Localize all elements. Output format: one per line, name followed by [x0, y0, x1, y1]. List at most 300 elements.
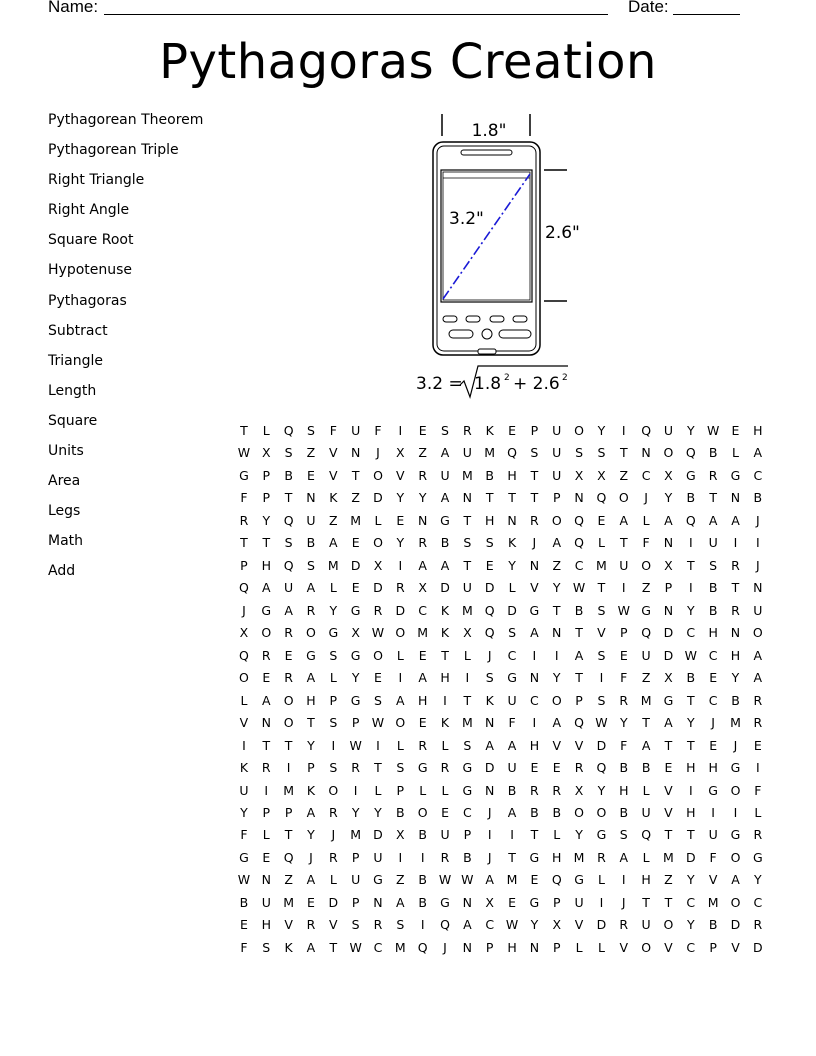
grid-letter[interactable]: I: [353, 782, 358, 798]
grid-letter[interactable]: L: [374, 512, 382, 528]
grid-letter[interactable]: G: [752, 849, 764, 865]
grid-letter[interactable]: O: [641, 939, 652, 955]
grid-letter[interactable]: T: [262, 535, 271, 551]
grid-letter[interactable]: D: [440, 580, 451, 596]
grid-letter[interactable]: E: [307, 894, 316, 910]
grid-letter[interactable]: I: [286, 760, 291, 776]
grid-letter[interactable]: L: [508, 580, 517, 596]
grid-letter[interactable]: E: [709, 737, 718, 753]
grid-letter[interactable]: A: [396, 894, 406, 910]
grid-letter[interactable]: R: [373, 917, 383, 933]
grid-letter[interactable]: I: [688, 580, 694, 596]
grid-letter[interactable]: O: [306, 625, 317, 641]
grid-letter[interactable]: N: [462, 939, 473, 955]
grid-letter[interactable]: L: [329, 670, 338, 686]
grid-letter[interactable]: I: [733, 535, 738, 551]
grid-letter[interactable]: D: [685, 849, 697, 865]
grid-letter[interactable]: V: [574, 737, 584, 753]
grid-letter[interactable]: B: [753, 490, 763, 506]
grid-letter[interactable]: Y: [686, 423, 696, 438]
grid-letter[interactable]: W: [349, 737, 363, 753]
grid-letter[interactable]: H: [306, 692, 317, 708]
grid-letter[interactable]: H: [507, 939, 518, 955]
grid-letter[interactable]: P: [351, 849, 360, 865]
grid-letter[interactable]: K: [239, 760, 249, 776]
grid-letter[interactable]: T: [530, 467, 539, 483]
grid-letter[interactable]: U: [507, 692, 518, 708]
grid-letter[interactable]: Y: [686, 602, 696, 618]
grid-letter[interactable]: H: [529, 737, 540, 753]
grid-letter[interactable]: T: [284, 827, 293, 843]
grid-letter[interactable]: Y: [396, 535, 405, 551]
grid-letter[interactable]: A: [619, 512, 629, 528]
grid-letter[interactable]: J: [487, 647, 493, 663]
grid-letter[interactable]: U: [552, 445, 562, 461]
grid-letter[interactable]: D: [484, 760, 496, 776]
grid-letter[interactable]: T: [463, 557, 472, 573]
grid-letter[interactable]: X: [463, 625, 473, 641]
grid-letter[interactable]: P: [552, 939, 561, 955]
grid-letter[interactable]: A: [306, 804, 316, 820]
grid-letter[interactable]: B: [418, 872, 428, 888]
grid-letter[interactable]: V: [708, 872, 718, 888]
grid-letter[interactable]: B: [485, 467, 495, 483]
grid-letter[interactable]: P: [284, 804, 293, 820]
grid-letter[interactable]: L: [396, 647, 405, 663]
grid-letter[interactable]: A: [708, 512, 718, 528]
grid-letter[interactable]: U: [619, 557, 629, 573]
grid-letter[interactable]: D: [395, 602, 406, 618]
grid-letter[interactable]: T: [530, 827, 539, 843]
grid-letter[interactable]: V: [396, 467, 406, 483]
grid-letter[interactable]: A: [440, 490, 450, 506]
grid-letter[interactable]: W: [438, 872, 452, 888]
grid-letter[interactable]: M: [573, 849, 585, 865]
grid-letter[interactable]: X: [351, 625, 361, 641]
grid-letter[interactable]: E: [597, 512, 606, 528]
grid-letter[interactable]: N: [529, 557, 540, 573]
grid-letter[interactable]: Q: [417, 939, 429, 955]
grid-letter[interactable]: I: [599, 894, 604, 910]
grid-letter[interactable]: J: [733, 737, 738, 753]
grid-letter[interactable]: I: [621, 580, 627, 596]
grid-letter[interactable]: A: [306, 580, 316, 596]
grid-letter[interactable]: B: [619, 804, 629, 820]
grid-letter[interactable]: T: [552, 602, 562, 618]
grid-letter[interactable]: C: [708, 647, 718, 663]
grid-letter[interactable]: R: [708, 467, 718, 483]
grid-letter[interactable]: W: [237, 872, 251, 888]
grid-letter[interactable]: O: [328, 782, 339, 798]
grid-letter[interactable]: A: [284, 602, 294, 618]
grid-letter[interactable]: S: [396, 917, 405, 933]
grid-letter[interactable]: R: [753, 715, 763, 731]
grid-letter[interactable]: M: [663, 849, 675, 865]
grid-letter[interactable]: P: [485, 939, 494, 955]
grid-letter[interactable]: E: [530, 760, 539, 776]
grid-letter[interactable]: T: [686, 737, 696, 753]
grid-letter[interactable]: O: [395, 625, 406, 641]
grid-letter[interactable]: V: [530, 580, 540, 596]
grid-letter[interactable]: T: [731, 580, 740, 596]
grid-letter[interactable]: S: [396, 760, 405, 776]
grid-letter[interactable]: T: [709, 490, 718, 506]
grid-letter[interactable]: W: [505, 917, 519, 933]
grid-letter[interactable]: Q: [574, 715, 585, 731]
grid-letter[interactable]: D: [596, 917, 607, 933]
grid-letter[interactable]: B: [708, 580, 718, 596]
grid-letter[interactable]: T: [329, 939, 338, 955]
grid-letter[interactable]: O: [373, 467, 384, 483]
grid-letter[interactable]: L: [441, 782, 449, 798]
grid-letter[interactable]: N: [373, 894, 384, 910]
grid-letter[interactable]: Y: [686, 872, 696, 888]
grid-letter[interactable]: Y: [351, 670, 360, 686]
grid-letter[interactable]: G: [730, 760, 741, 776]
grid-letter[interactable]: F: [620, 737, 628, 753]
grid-letter[interactable]: A: [485, 872, 495, 888]
grid-letter[interactable]: B: [641, 760, 651, 776]
grid-letter[interactable]: M: [707, 894, 720, 910]
grid-letter[interactable]: G: [730, 827, 741, 843]
grid-letter[interactable]: S: [619, 827, 629, 843]
grid-letter[interactable]: Q: [574, 535, 585, 551]
grid-letter[interactable]: S: [329, 715, 338, 731]
grid-letter[interactable]: S: [262, 939, 271, 955]
grid-letter[interactable]: B: [418, 894, 428, 910]
grid-letter[interactable]: U: [708, 827, 719, 843]
grid-letter[interactable]: R: [530, 512, 540, 528]
grid-letter[interactable]: S: [709, 557, 718, 573]
grid-letter[interactable]: P: [709, 939, 718, 955]
grid-letter[interactable]: C: [485, 917, 495, 933]
grid-letter[interactable]: N: [485, 715, 495, 731]
grid-letter[interactable]: T: [351, 467, 360, 483]
grid-letter[interactable]: V: [239, 715, 249, 731]
grid-letter[interactable]: X: [597, 467, 607, 483]
grid-letter[interactable]: R: [574, 760, 584, 776]
grid-letter[interactable]: T: [374, 760, 383, 776]
grid-letter[interactable]: G: [373, 872, 384, 888]
grid-letter[interactable]: Y: [329, 602, 338, 618]
grid-letter[interactable]: R: [261, 647, 272, 663]
grid-letter[interactable]: C: [753, 894, 763, 910]
grid-letter[interactable]: N: [663, 535, 674, 551]
grid-letter[interactable]: R: [418, 467, 428, 483]
grid-letter[interactable]: Q: [641, 423, 652, 438]
grid-letter[interactable]: O: [373, 535, 384, 551]
grid-letter[interactable]: R: [440, 760, 450, 776]
grid-letter[interactable]: K: [284, 939, 294, 955]
grid-letter[interactable]: G: [507, 670, 518, 686]
grid-letter[interactable]: N: [485, 782, 495, 798]
grid-letter[interactable]: E: [239, 917, 249, 933]
date-blank-line[interactable]: [673, 14, 740, 15]
grid-letter[interactable]: Q: [283, 512, 295, 528]
grid-letter[interactable]: B: [463, 849, 473, 865]
grid-letter[interactable]: I: [376, 737, 381, 753]
grid-letter[interactable]: E: [262, 849, 271, 865]
grid-letter[interactable]: H: [485, 512, 495, 528]
grid-letter[interactable]: M: [506, 872, 518, 888]
grid-letter[interactable]: N: [350, 445, 361, 461]
grid-letter[interactable]: M: [417, 625, 429, 641]
grid-letter[interactable]: M: [596, 557, 608, 573]
grid-letter[interactable]: I: [621, 423, 627, 438]
grid-letter[interactable]: S: [441, 423, 450, 438]
grid-letter[interactable]: V: [329, 445, 339, 461]
grid-letter[interactable]: T: [642, 715, 651, 731]
grid-letter[interactable]: P: [664, 580, 673, 596]
grid-letter[interactable]: A: [731, 512, 741, 528]
grid-letter[interactable]: J: [755, 512, 761, 528]
grid-letter[interactable]: G: [306, 647, 317, 663]
grid-letter[interactable]: S: [306, 423, 316, 438]
grid-letter[interactable]: O: [752, 625, 764, 641]
grid-letter[interactable]: W: [617, 602, 631, 618]
grid-letter[interactable]: S: [284, 535, 294, 551]
grid-letter[interactable]: T: [619, 445, 629, 461]
grid-letter[interactable]: F: [374, 423, 383, 438]
grid-letter[interactable]: P: [262, 804, 271, 820]
grid-letter[interactable]: S: [463, 737, 472, 753]
grid-letter[interactable]: L: [262, 827, 271, 843]
grid-letter[interactable]: N: [529, 939, 540, 955]
grid-letter[interactable]: A: [753, 647, 763, 663]
grid-letter[interactable]: R: [239, 512, 249, 528]
grid-letter[interactable]: T: [686, 692, 696, 708]
grid-letter[interactable]: M: [484, 445, 496, 461]
grid-letter[interactable]: B: [686, 490, 696, 506]
grid-letter[interactable]: U: [552, 423, 562, 438]
grid-letter[interactable]: S: [485, 670, 495, 686]
grid-letter[interactable]: N: [306, 490, 317, 506]
grid-letter[interactable]: X: [396, 445, 406, 461]
grid-letter[interactable]: K: [440, 625, 450, 641]
grid-letter[interactable]: C: [462, 804, 473, 820]
grid-letter[interactable]: E: [307, 467, 316, 483]
grid-letter[interactable]: Z: [418, 445, 428, 461]
grid-letter[interactable]: Y: [731, 670, 740, 686]
grid-letter[interactable]: F: [240, 490, 249, 506]
grid-letter[interactable]: I: [599, 670, 604, 686]
grid-letter[interactable]: E: [396, 512, 405, 528]
grid-letter[interactable]: A: [306, 872, 316, 888]
grid-letter[interactable]: J: [242, 602, 247, 618]
grid-letter[interactable]: N: [641, 445, 652, 461]
grid-letter[interactable]: R: [753, 827, 763, 843]
grid-letter[interactable]: M: [394, 939, 407, 955]
grid-letter[interactable]: T: [441, 647, 450, 663]
grid-letter[interactable]: O: [730, 894, 741, 910]
grid-letter[interactable]: J: [487, 849, 493, 865]
grid-letter[interactable]: O: [551, 692, 563, 708]
grid-letter[interactable]: H: [261, 917, 272, 933]
grid-letter[interactable]: U: [306, 512, 317, 528]
grid-letter[interactable]: H: [440, 670, 451, 686]
grid-letter[interactable]: K: [306, 782, 316, 798]
grid-letter[interactable]: X: [373, 557, 383, 573]
grid-letter[interactable]: I: [755, 535, 761, 551]
grid-letter[interactable]: V: [552, 737, 562, 753]
grid-letter[interactable]: J: [487, 804, 493, 820]
grid-letter[interactable]: R: [328, 849, 339, 865]
grid-letter[interactable]: A: [418, 557, 428, 573]
grid-letter[interactable]: F: [240, 827, 249, 843]
grid-letter[interactable]: O: [551, 512, 563, 528]
grid-letter[interactable]: X: [261, 445, 272, 461]
grid-letter[interactable]: E: [418, 715, 428, 731]
grid-letter[interactable]: L: [329, 580, 338, 596]
grid-letter[interactable]: I: [398, 849, 403, 865]
grid-letter[interactable]: L: [732, 445, 740, 461]
grid-letter[interactable]: Y: [307, 827, 316, 843]
grid-letter[interactable]: W: [371, 715, 385, 731]
grid-letter[interactable]: R: [440, 849, 450, 865]
grid-letter[interactable]: M: [640, 692, 652, 708]
name-blank-line[interactable]: [104, 14, 608, 15]
grid-letter[interactable]: R: [463, 423, 473, 438]
grid-letter[interactable]: C: [686, 894, 696, 910]
grid-letter[interactable]: O: [663, 917, 674, 933]
grid-letter[interactable]: Z: [329, 512, 339, 528]
grid-letter[interactable]: P: [307, 760, 316, 776]
grid-letter[interactable]: L: [642, 512, 651, 528]
grid-letter[interactable]: H: [753, 423, 764, 438]
grid-letter[interactable]: R: [418, 535, 428, 551]
grid-letter[interactable]: D: [350, 557, 361, 573]
grid-letter[interactable]: R: [597, 849, 607, 865]
grid-letter[interactable]: B: [530, 804, 540, 820]
grid-letter[interactable]: L: [597, 535, 606, 551]
grid-letter[interactable]: H: [730, 647, 741, 663]
grid-letter[interactable]: Q: [484, 602, 496, 618]
grid-letter[interactable]: J: [621, 894, 627, 910]
grid-letter[interactable]: S: [463, 535, 472, 551]
grid-letter[interactable]: A: [396, 692, 406, 708]
grid-letter[interactable]: P: [463, 827, 472, 843]
grid-letter[interactable]: G: [596, 827, 607, 843]
grid-letter[interactable]: N: [529, 670, 540, 686]
grid-letter[interactable]: Z: [351, 490, 361, 506]
grid-letter[interactable]: A: [574, 647, 584, 663]
grid-letter[interactable]: O: [283, 692, 295, 708]
grid-letter[interactable]: T: [508, 849, 517, 865]
grid-letter[interactable]: I: [242, 737, 247, 753]
grid-letter[interactable]: F: [508, 715, 517, 731]
grid-letter[interactable]: Y: [530, 917, 539, 933]
grid-letter[interactable]: O: [618, 490, 630, 506]
grid-letter[interactable]: H: [552, 849, 562, 865]
grid-letter[interactable]: U: [641, 647, 652, 663]
grid-letter[interactable]: V: [329, 467, 339, 483]
grid-letter[interactable]: Y: [240, 804, 249, 820]
grid-letter[interactable]: O: [395, 715, 406, 731]
grid-letter[interactable]: P: [530, 423, 539, 438]
grid-letter[interactable]: W: [371, 625, 385, 641]
grid-letter[interactable]: L: [329, 872, 338, 888]
grid-letter[interactable]: T: [508, 490, 517, 506]
grid-letter[interactable]: N: [417, 512, 428, 528]
grid-letter[interactable]: R: [619, 917, 629, 933]
grid-letter[interactable]: R: [418, 737, 428, 753]
grid-letter[interactable]: Y: [374, 804, 383, 820]
grid-letter[interactable]: I: [264, 782, 269, 798]
grid-letter[interactable]: J: [376, 445, 381, 461]
grid-letter[interactable]: B: [418, 827, 428, 843]
grid-letter[interactable]: G: [350, 692, 361, 708]
grid-letter[interactable]: C: [418, 602, 428, 618]
grid-letter[interactable]: T: [597, 580, 606, 596]
grid-letter[interactable]: B: [574, 602, 584, 618]
grid-letter[interactable]: Y: [597, 423, 606, 438]
grid-letter[interactable]: Y: [575, 827, 584, 843]
grid-letter[interactable]: P: [262, 467, 271, 483]
grid-letter[interactable]: A: [261, 580, 272, 596]
grid-letter[interactable]: M: [461, 602, 474, 618]
grid-letter[interactable]: Y: [351, 804, 360, 820]
grid-letter[interactable]: M: [327, 557, 340, 573]
grid-letter[interactable]: Q: [440, 917, 451, 933]
grid-letter[interactable]: I: [755, 760, 761, 776]
grid-letter[interactable]: E: [552, 760, 562, 776]
grid-letter[interactable]: A: [619, 849, 629, 865]
grid-letter[interactable]: L: [396, 737, 405, 753]
grid-letter[interactable]: E: [418, 647, 428, 663]
grid-letter[interactable]: H: [686, 804, 696, 820]
grid-letter[interactable]: Q: [596, 490, 607, 506]
grid-letter[interactable]: R: [306, 602, 316, 618]
grid-letter[interactable]: C: [708, 692, 718, 708]
grid-letter[interactable]: T: [307, 715, 316, 731]
grid-letter[interactable]: D: [663, 647, 674, 663]
grid-letter[interactable]: G: [708, 782, 719, 798]
grid-letter[interactable]: A: [418, 670, 428, 686]
grid-letter[interactable]: R: [753, 917, 763, 933]
grid-letter[interactable]: L: [597, 939, 606, 955]
grid-letter[interactable]: F: [709, 849, 718, 865]
grid-letter[interactable]: I: [420, 917, 426, 933]
grid-letter[interactable]: A: [552, 715, 562, 731]
grid-letter[interactable]: G: [574, 872, 585, 888]
grid-letter[interactable]: T: [642, 894, 651, 910]
grid-letter[interactable]: O: [730, 849, 741, 865]
grid-letter[interactable]: G: [529, 602, 540, 618]
grid-letter[interactable]: A: [306, 939, 316, 955]
grid-letter[interactable]: T: [575, 625, 584, 641]
grid-letter[interactable]: L: [240, 692, 248, 708]
grid-letter[interactable]: G: [663, 692, 674, 708]
grid-letter[interactable]: G: [239, 467, 250, 483]
grid-letter[interactable]: C: [686, 939, 696, 955]
grid-letter[interactable]: I: [688, 782, 694, 798]
grid-letter[interactable]: S: [485, 535, 495, 551]
grid-letter[interactable]: F: [240, 939, 249, 955]
grid-letter[interactable]: X: [552, 917, 562, 933]
grid-letter[interactable]: P: [552, 894, 561, 910]
grid-letter[interactable]: J: [711, 715, 716, 731]
grid-letter[interactable]: B: [507, 782, 517, 798]
grid-letter[interactable]: E: [418, 423, 428, 438]
grid-letter[interactable]: H: [708, 760, 719, 776]
grid-letter[interactable]: B: [440, 535, 450, 551]
grid-letter[interactable]: E: [351, 535, 361, 551]
grid-letter[interactable]: W: [349, 939, 363, 955]
grid-letter[interactable]: Q: [574, 512, 585, 528]
grid-letter[interactable]: X: [396, 827, 406, 843]
grid-letter[interactable]: X: [574, 782, 584, 798]
grid-letter[interactable]: L: [553, 827, 561, 843]
